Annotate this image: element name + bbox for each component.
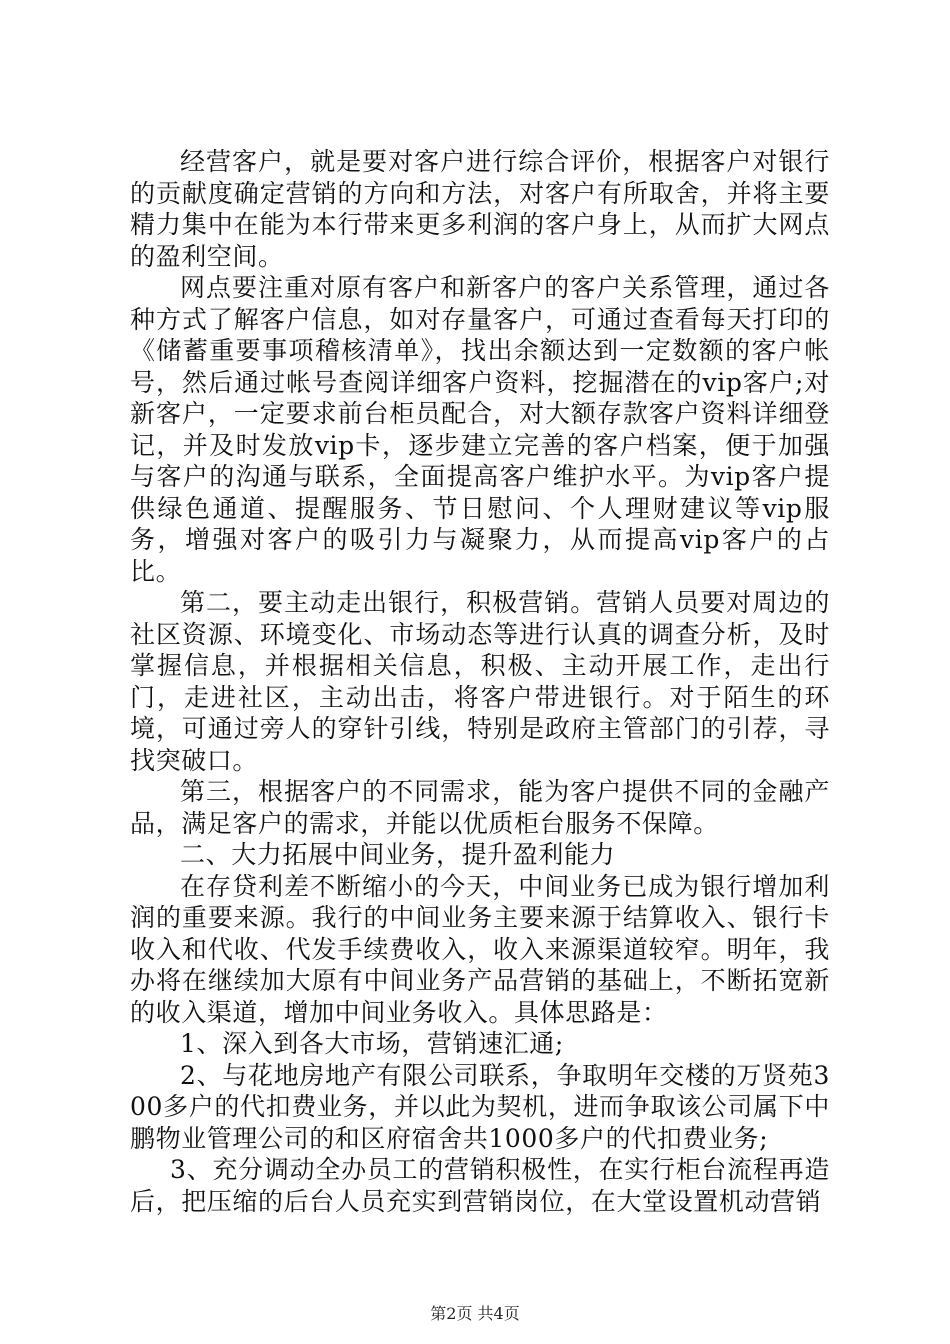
- paragraph-intermediate-business: 在存贷利差不断缩小的今天，中间业务已成为银行增加利润的重要来源。我行的中间业务主要来源于结算收入、银行卡收入和代收、代发手续费收入，收入来源渠道较窄。明年，我办将在继续加大原有中间业务产品营销的基础上，不断拓宽新的收入渠道，增加中间业务收入。具体思路是：: [130, 871, 830, 1027]
- paragraph-manage-customers: 经营客户，就是要对客户进行综合评价，根据客户对银行的贡献度确定营销的方向和方法，对客户有所取舍，并将主要精力集中在能为本行带来更多利润的客户身上，从而扩大网点的盈利空间。: [130, 147, 830, 271]
- section-heading-intermediate-business: 二、大力拓展中间业务，提升盈利能力: [180, 840, 616, 869]
- paragraph-customer-relationship: 网点要注重对原有客户和新客户的客户关系管理，通过各种方式了解客户信息，如对存量客户，可通过查看每天打印的《储蓄重要事项稽核清单》，找出余额达到一定数额的客户帐号，然后通过帐号查阅详细客户资料，挖掘潜在的vip客户;对新客户，一定要求前台柜员配合，对大额存款客户资料详细登记，并及时发放vip卡，逐步建立完善的客户档案，便于加强与客户的沟通与联系，全面提高客户维护水平。为vip客户提供绿色通道、提醒服务、节日慰问、个人理财建议等vip服务，增强对客户的吸引力与凝聚力，从而提高vip客户的占比。: [130, 273, 830, 586]
- page-footer: 第2页 共4页: [430, 1304, 520, 1323]
- paragraph-third-point: 第三，根据客户的不同需求，能为客户提供不同的金融产品，满足客户的需求，并能以优质柜台服务不保障。: [130, 777, 830, 838]
- paragraph-second-point: 第二，要主动走出银行，积极营销。营销人员要对周边的社区资源、环境变化、市场动态等进行认真的调查分析，及时掌握信息，并根据相关信息，积极、主动开展工作，走出行门，走进社区，主动出击，将客户带进银行。对于陌生的环境，可通过旁人的穿针引线，特别是政府主管部门的引荐，寻找突破口。: [130, 588, 830, 775]
- list-item-2: 2、与花地房地产有限公司联系，争取明年交楼的万贤苑300多户的代扣费业务，并以此为契机，进而争取该公司属下中鹏物业管理公司的和区府宿舍共1000多户的代扣费业务;: [130, 1060, 830, 1153]
- list-item-3: 3、充分调动全办员工的营销积极性，在实行柜台流程再造后，把压缩的后台人员充实到营销岗位，在大堂设置机动营销: [130, 1155, 830, 1216]
- document-body: [130, 146, 830, 1217]
- list-item-1: 1、深入到各大市场，营销速汇通;: [180, 1029, 564, 1058]
